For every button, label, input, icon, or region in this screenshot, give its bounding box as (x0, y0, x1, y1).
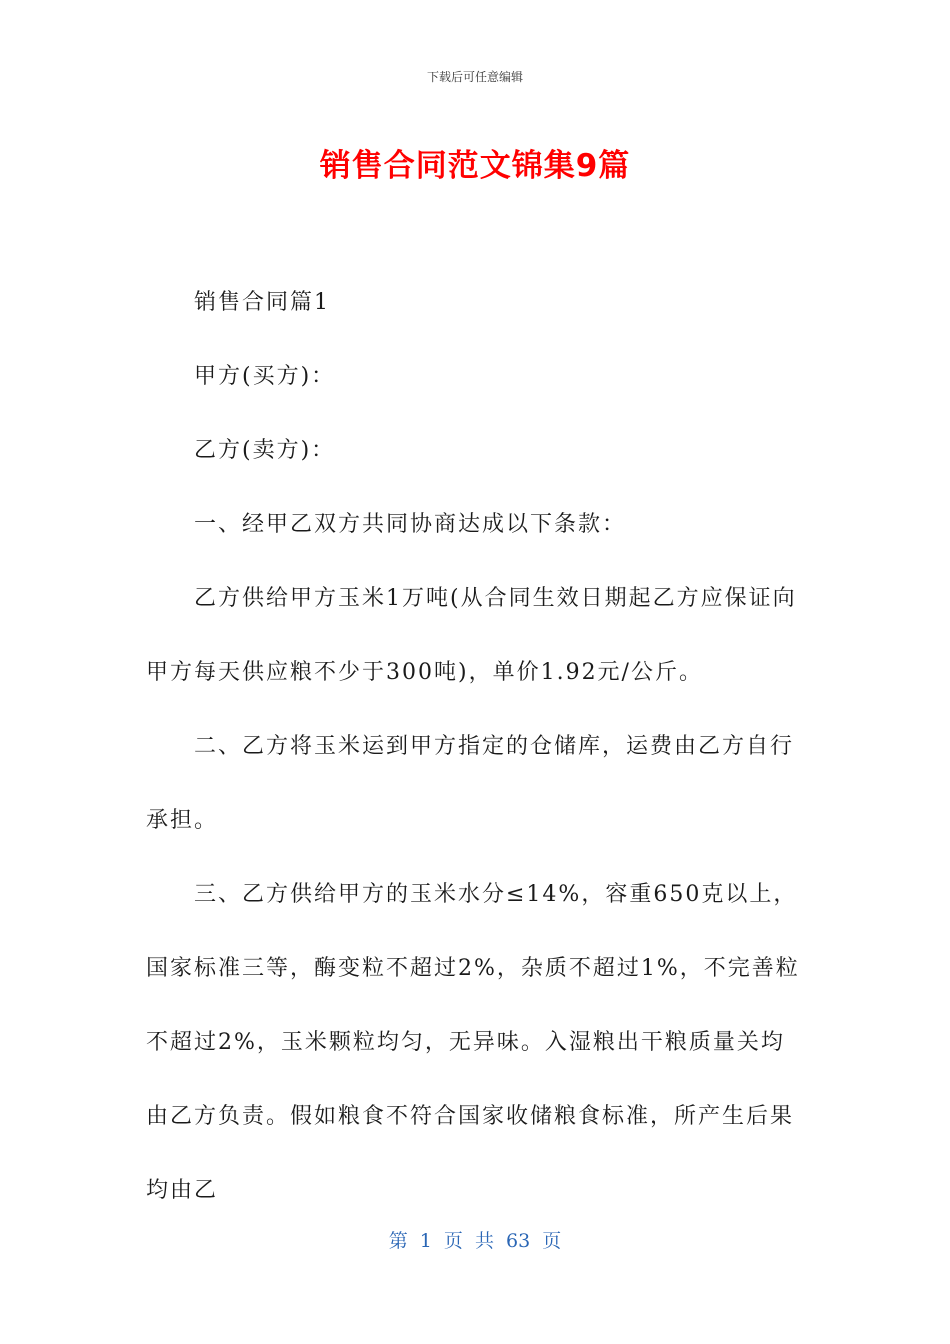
paragraph-clause-1: 一、经甲乙双方共同协商达成以下条款： (194, 512, 627, 537)
paragraph-supply-terms: 乙方供给甲方玉米1万吨(从合同生效日期起乙方应保证向甲方每天供应粮不少于300吨)，单价1.92元/公斤。 (146, 586, 797, 685)
page-header-note: 下载后可任意编辑 (426, 70, 523, 84)
paragraph-clause-3: 三、乙方供给甲方的玉米水分≤14%，容重650克以上，国家标准三等，酶变粒不超过2%，杂质不超过1%，不完善粒不超过2%，玉米颗粒均匀，无异味。入湿粮出干粮质量关均由乙方负责。假如粮食不符合国家收储粮食标准，所产生后果均由乙 (146, 882, 800, 1203)
paragraph-section-heading: 销售合同篇1 (194, 290, 330, 315)
paragraph-party-a: 甲方(买方)： (194, 364, 336, 389)
paragraph-clause-2: 二、乙方将玉米运到甲方指定的仓储库，运费由乙方自行承担。 (146, 734, 795, 833)
document-body (146, 266, 806, 1228)
document-title: 销售合同范文锦集9篇 (319, 148, 631, 184)
page-number-footer: 第 1 页 共 63 页 (388, 1230, 562, 1252)
paragraph-party-b: 乙方(卖方)： (194, 438, 336, 463)
